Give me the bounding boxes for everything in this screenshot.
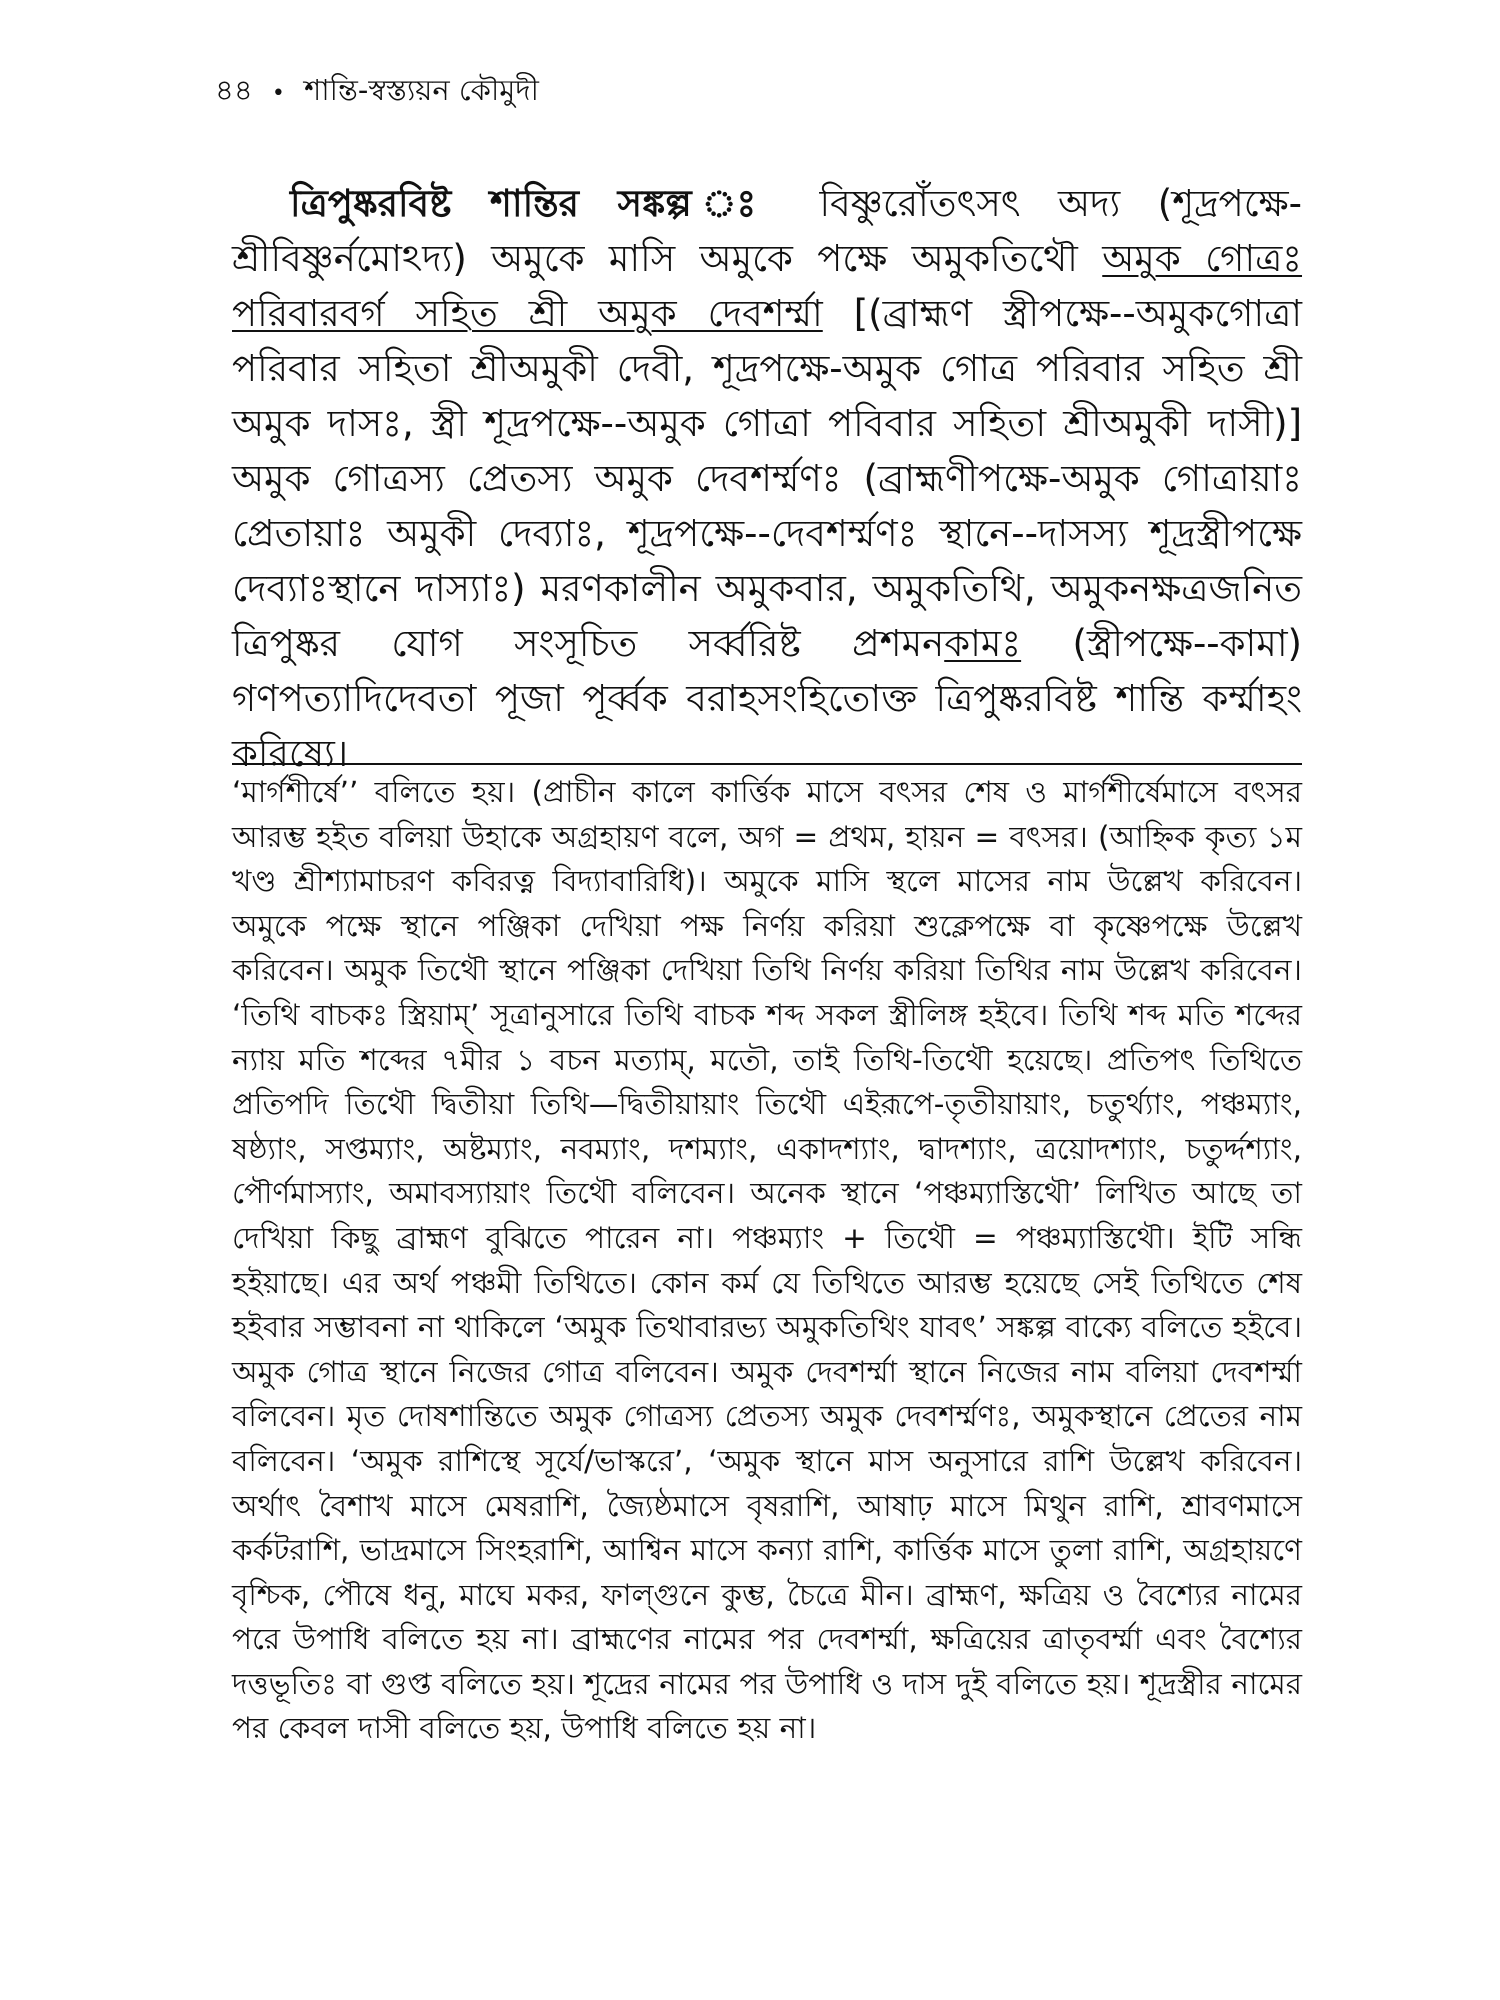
notes-text: ‘মার্গশীর্ষে’’ বলিতে হয়। (প্রাচীন কালে কার্ত্তিক মাসে বৎসর শেষ ও মার্গশীর্ষেমাসে বৎসর আরম্ভ হইত বলিয়া উহাকে অগ্রহায়ণ বলে, অগ = প্রথম, হায়ন = বৎসর। (আহ্নিক কৃত্য ১ম খণ্ড শ্রীশ্যামাচরণ কবিরত্ন বিদ্যাবারিধি)। অমুকে মাসি স্থলে মাসের নাম উল্লেখ করিবেন। অমুকে পক্ষে স্থানে পঞ্জিকা দেখিয়া পক্ষ নির্ণয় করিয়া শুক্লেপক্ষে বা কৃষ্ণেপক্ষে উল্লেখ করিবেন। অমুক তিথৌ স্থানে পঞ্জিকা দেখিয়া তিথি নির্ণয় করিয়া তিথির নাম উল্লেখ করিবেন। ‘তিথি বাচকঃ স্ত্রিয়াম্’ সূত্রানুসারে তিথি বাচক শব্দ সকল স্ত্রীলিঙ্গ হইবে। তিথি শব্দ মতি শব্দের ন্যায় মতি শব্দের ৭মীর ১ বচন মত্যাম্, মতৌ, তাই তিথি-তিথৌ হয়েছে। প্রতিপৎ তিথিতে প্রতিপদি তিথৌ দ্বিতীয়া তিথি—দ্বিতীয়ায়াং তিথৌ এইরূপে-তৃতীয়ায়াং, চতুর্থ্যাং, পঞ্চম্যাং, ষষ্ঠ্যাং, সপ্তম্যাং, অষ্টম্যাং, নবম্যাং, দশম্যাং, একাদশ্যাং, দ্বাদশ্যাং, ত্রয়োদশ্যাং, চতুর্দ্দশ্যাং, পৌর্ণমাস্যাং, অমাবস্যায়াং তিথৌ বলিবেন। অনেক স্থানে ‘পঞ্চম্যাস্তিথৌ’ লিখিত আছে তা দেখিয়া কিছু ব্রাহ্মণ বুঝিতে পারেন না। পঞ্চম্যাং + তিথৌ = পঞ্চম্যাস্তিথৌ। ইটি সন্ধি হইয়াছে। এর অর্থ পঞ্চমী তিথিতে। কোন কর্ম যে তিথিতে আরম্ভ হয়েছে সেই তিথিতে শেষ হইবার সম্ভাবনা না থাকিলে ‘অমুক তিথাবারভ্য অমুকতিথিং যাবৎ’ সঙ্কল্প বাক্যে বলিতে হইবে। অমুক গোত্র স্থানে নিজের গোত্র বলিবেন। অমুক দেবশর্ম্মা স্থানে নিজের নাম বলিয়া দেবশর্ম্মা বলিবেন। মৃত দোষশান্তিতে অমুক গোত্রস্য প্রেতস্য অমুক দেবশর্ম্মণঃ, অমুকস্থানে প্রেতের নাম বলিবেন। ‘অমুক রাশিস্থে সূর্যে/ভাস্করে’, ‘অমুক স্থানে মাস অনুসারে রাশি উল্লেখ করিবেন। অর্থাৎ বৈশাখ মাসে মেষরাশি, জ্যৈষ্ঠমাসে বৃষরাশি, আষাঢ় মাসে মিথুন রাশি, শ্রাবণমাসে কর্কটরাশি, ভাদ্রমাসে সিংহরাশি, আশ্বিন মাসে কন্যা রাশি, কার্ত্তিক মাসে তুলা রাশি, অগ্রহায়ণে বৃশ্চিক, পৌষে ধনু, মাঘে মকর, ফাল্গুনে কুম্ভ, চৈত্রে মীন। ব্রাহ্মণ, ক্ষত্রিয় ও বৈশ্যের নামের পরে উপাধি বলিতে হয় না। ব্রাহ্মণের নামের পর দেবশর্ম্মা, ক্ষত্রিয়ের ত্রাতৃবর্ম্মা এবং বৈশ্যের দত্তভূতিঃ বা গুপ্ত বলিতে হয়। শূদ্রের নামের পর উপাধি ও দাস দুই বলিতে হয়। শূদ্রস্ত্রীর নামের পর কেবল দাসী বলিতে হয়, উপাধি বলিতে হয় না। (232, 775, 1302, 1746)
sankalpa-text-part-1: বিষ্ণুরোঁতৎসৎ অদ্য (শূদ্রপক্ষে-শ্রীবিষ্ণুর্নমোঽদ্য) অমুকে মাসি অমুকে পক্ষে অমুকতিথৌ (232, 182, 1302, 280)
sankalpa-paragraph (232, 176, 1302, 781)
page-number: ৪৪ (215, 73, 253, 107)
notes-paragraph (232, 770, 1302, 1751)
sankalpa-underlined-name: অমুক গোত্রঃ পরিবারবর্গ সহিত শ্রী অমুক দেবশর্ম্মা (232, 237, 1303, 335)
sankalpa-text-part-3: (স্ত্রীপক্ষে--কামা) গণপত্যাদিদেবতা পূজা পূর্ব্বক বরাহসংহিতোক্ত ত্রিপুষ্করবিষ্ট শান্তি কর্ম্মাহং করিষ্যে। (232, 622, 1302, 775)
sankalpa-title: ত্রিপুষ্করবিষ্ট শান্তির সঙ্কল্প ঃ (290, 182, 783, 225)
sankalpa-underlined-word: কামঃ (944, 622, 1022, 665)
running-head (215, 70, 539, 114)
separator-dot: • (271, 81, 285, 106)
sankalpa-text-part-2: [(ব্রাহ্মণ স্ত্রীপক্ষে--অমুকগোত্রা পরিবার সহিতা শ্রীঅমুকী দেবী, শূদ্রপক্ষে-অমুক গোত্র পরিবার সহিত শ্রী অমুক দাসঃ, স্ত্রী শূদ্রপক্ষে--অমুক গোত্রা পবিবার সহিতা শ্রীঅমুকী দাসী)] অমুক গোত্রস্য প্রেতস্য অমুক দেবশর্ম্মণঃ (ব্রাহ্মণীপক্ষে-অমুক গোত্রায়াঃ প্রেতায়াঃ অমুকী দেব্যাঃ, শূদ্রপক্ষে--দেবশর্ম্মণঃ স্থানে--দাসস্য শূদ্রস্ত্রীপক্ষে দেব্যাঃস্থানে দাস্যাঃ) মরণকালীন অমুকবার, অমুকতিথি, অমুকনক্ষত্রজনিত ত্রিপুষ্কর যোগ সংসূচিত সর্ব্বরিষ্ট প্রশমন (232, 292, 1302, 665)
section-divider (232, 763, 1302, 765)
book-title: শান্তি-স্বস্ত্যয়ন কৌমুদী (304, 73, 539, 107)
